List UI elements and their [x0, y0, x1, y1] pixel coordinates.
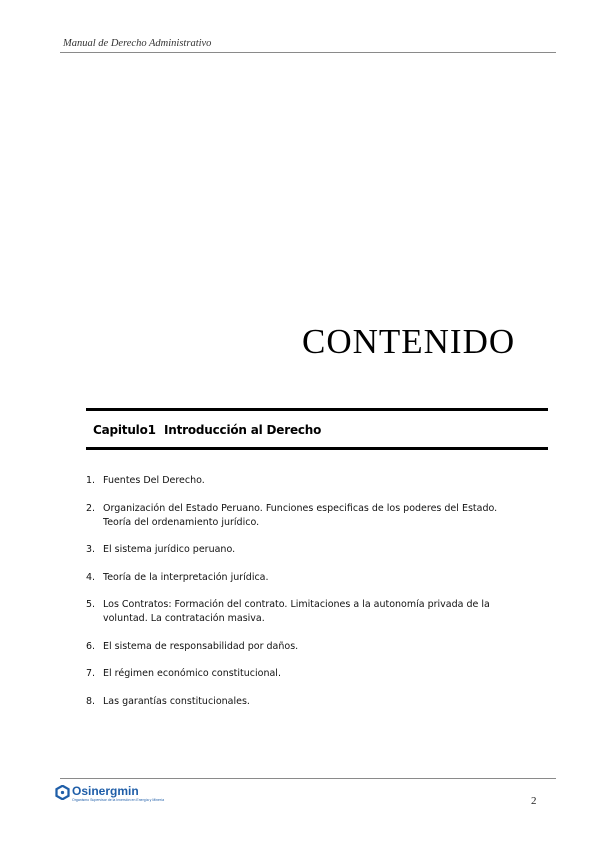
toc-item-number: 3.: [86, 544, 96, 555]
toc-item-text: El sistema jurídico peruano.: [103, 544, 236, 555]
osinergmin-logo: [55, 784, 164, 803]
toc-item-number: 1.: [86, 475, 96, 486]
toc-item-number: 2.: [86, 502, 96, 514]
page-number: 2: [531, 795, 537, 807]
toc-item-text: Teoría de la interpretación jurídica.: [103, 571, 269, 583]
toc-item: [86, 474, 526, 488]
toc-item-number: 7.: [86, 668, 96, 679]
toc-item-text: El sistema de responsabilidad por daños.: [103, 640, 299, 652]
toc-item: [86, 543, 526, 557]
header-divider: [60, 52, 556, 53]
logo-name: Osinergmin: [72, 784, 139, 798]
chapter-bottom-divider: [86, 447, 548, 450]
toc-item-text: Fuentes Del Derecho.: [103, 475, 205, 486]
page-title: CONTENIDO: [302, 322, 516, 361]
toc-item-text: El régimen económico constitucional.: [103, 668, 281, 679]
chapter-title: Introducción al Derecho: [164, 423, 322, 437]
toc-item-text: Las garantías constitucionales.: [103, 695, 250, 707]
toc-item-text: Organización del Estado Peruano. Funciones especificas de los poderes del Estado. Teoría del ordenamiento jurídico.: [103, 502, 498, 528]
chapter-heading: [93, 423, 321, 437]
toc-item: [86, 640, 526, 654]
chapter-top-divider: [86, 408, 548, 411]
chapter-label: Capitulo1: [93, 423, 156, 437]
logo-tagline: Organismo Supervisor de la Inversión en Energía y Minería: [72, 798, 165, 802]
toc-list: [86, 474, 526, 722]
toc-item-text: Los Contratos: Formación del contrato. Limitaciones a la autonomía privada de la voluntad. La contratación masiva.: [103, 599, 490, 624]
toc-item-number: 6.: [86, 640, 96, 652]
footer-divider: [60, 778, 556, 779]
toc-item-number: 4.: [86, 571, 96, 583]
toc-item: [86, 695, 526, 709]
toc-item: [86, 667, 526, 681]
toc-item-number: 8.: [86, 695, 96, 707]
toc-item-number: 5.: [86, 599, 96, 610]
header-title: Manual de Derecho Administrativo: [63, 38, 212, 49]
toc-item: [86, 571, 526, 585]
osinergmin-logo-icon: [55, 785, 70, 800]
toc-item: [86, 598, 526, 626]
toc-item: [86, 502, 526, 530]
